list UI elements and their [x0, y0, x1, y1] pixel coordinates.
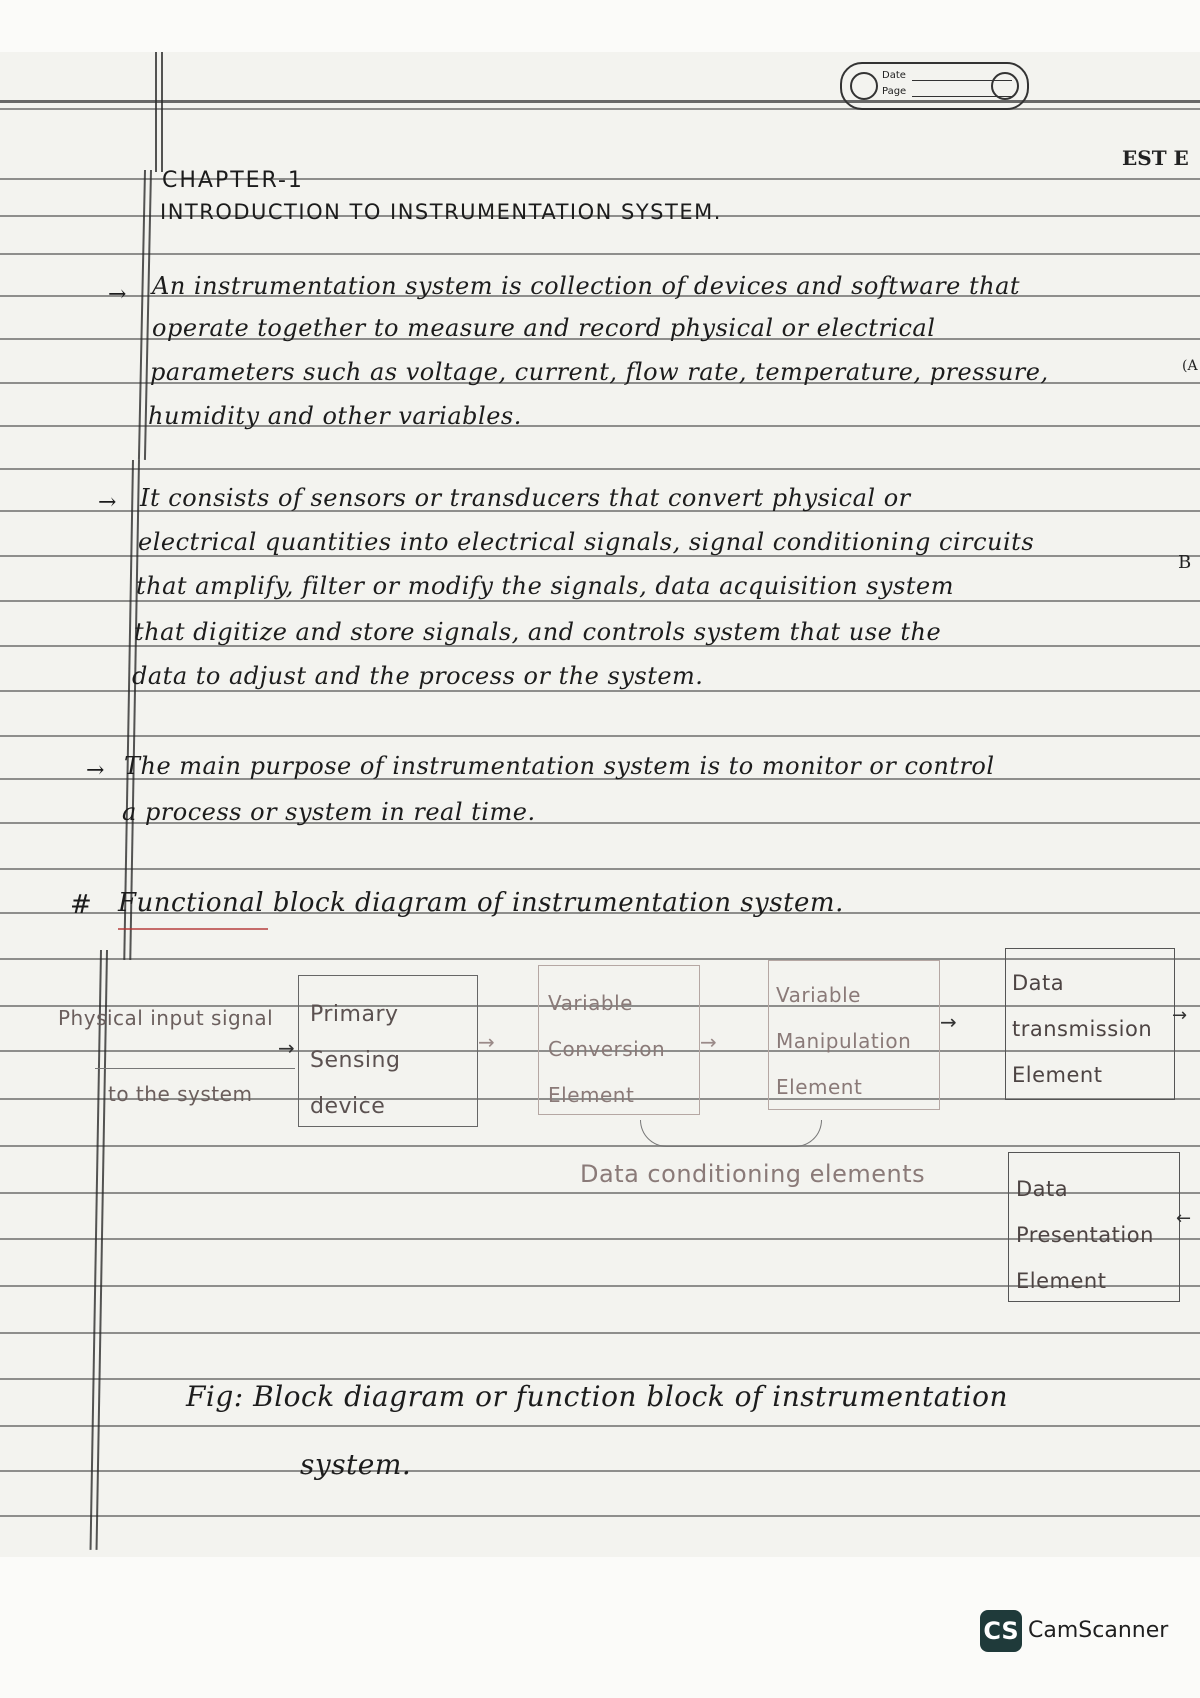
margin-line — [155, 52, 157, 172]
camscanner-name: CamScanner — [1028, 1618, 1169, 1643]
chapter-title: INTRODUCTION TO INSTRUMENTATION SYSTEM. — [160, 200, 722, 224]
arrow-icon: → — [278, 1036, 295, 1060]
block-line: Element — [1016, 1269, 1107, 1293]
para1-line: parameters such as voltage, current, flow rate, temperature, pressure, — [150, 358, 1049, 386]
ruled-line — [0, 1515, 1200, 1517]
block-line: transmission — [1012, 1017, 1153, 1041]
block-line: Data — [1016, 1177, 1069, 1201]
block-line: Conversion — [548, 1037, 666, 1061]
bullet-arrow: → — [98, 490, 117, 515]
conditioning-label: Data conditioning elements — [580, 1160, 926, 1188]
conditioning-brace — [640, 1120, 822, 1147]
data-transmission-text — [1012, 960, 1152, 1098]
block-line: Data — [1012, 971, 1065, 995]
variable-manipulation-text — [776, 972, 911, 1110]
bullet-arrow: → — [108, 282, 127, 307]
block-line: Manipulation — [776, 1029, 912, 1053]
block-line: Sensing — [310, 1048, 401, 1073]
para2-line: that amplify, filter or modify the signals, data acquisition system — [136, 572, 954, 600]
margin-line — [161, 52, 163, 172]
bullet-arrow: → — [86, 758, 105, 783]
ruled-line — [0, 735, 1200, 737]
ruled-line — [0, 600, 1200, 602]
block-line: Variable — [548, 991, 633, 1015]
date-page-stamp — [840, 62, 1029, 110]
arrow-icon: → — [1172, 1005, 1188, 1026]
ruled-line — [0, 1145, 1200, 1147]
ruled-line — [0, 868, 1200, 870]
figure-caption: Fig: Block diagram or function block of instrumentation — [186, 1380, 1008, 1413]
arrow-icon: → — [700, 1030, 717, 1054]
stamp-date-label: Date — [882, 70, 906, 81]
stamp-page-label: Page — [882, 86, 907, 97]
camscanner-logo: CS — [980, 1610, 1022, 1652]
block-line: Variable — [776, 983, 861, 1007]
stamp-ring-left — [850, 72, 878, 100]
input-label: to the system — [108, 1082, 253, 1106]
para1-line: An instrumentation system is collection of devices and software that — [152, 272, 1021, 300]
ruled-line — [0, 690, 1200, 692]
block-line: Primary — [310, 1002, 399, 1027]
arrow-icon: ← — [1176, 1208, 1192, 1229]
ruled-line — [0, 108, 1200, 110]
ruled-line — [0, 1332, 1200, 1334]
section-underline — [118, 928, 268, 930]
arrow-icon: → — [478, 1030, 495, 1054]
para1-line: humidity and other variables. — [148, 402, 522, 430]
edge-text-mid: (A — [1182, 358, 1198, 374]
ruled-line — [0, 1425, 1200, 1427]
block-line: Element — [548, 1083, 635, 1107]
para2-line: electrical quantities into electrical signals, signal conditioning circuits — [138, 528, 1035, 556]
primary-sensing-text — [310, 992, 400, 1130]
figure-caption: system. — [300, 1448, 412, 1481]
ruled-line — [0, 468, 1200, 470]
para3-line: The main purpose of instrumentation system is to monitor or control — [124, 752, 995, 780]
block-line: Presentation — [1016, 1223, 1154, 1247]
chapter-label: CHAPTER-1 — [162, 168, 304, 193]
stamp-date-line — [912, 80, 1012, 81]
edge-text-top: EST E — [1122, 146, 1189, 170]
block-line: Element — [1012, 1063, 1103, 1087]
block-line: device — [310, 1094, 386, 1119]
para1-line: operate together to measure and record physical or electrical — [152, 314, 936, 342]
variable-conversion-text — [548, 980, 665, 1118]
section-marker: # — [70, 890, 93, 920]
para2-line: data to adjust and the process or the system. — [132, 662, 704, 690]
ruled-line — [0, 253, 1200, 255]
para2-line: It consists of sensors or transducers that convert physical or — [140, 484, 911, 512]
para3-line: a process or system in real time. — [122, 798, 536, 826]
ruled-line — [0, 1470, 1200, 1472]
input-line — [95, 1068, 295, 1069]
para2-line: that digitize and store signals, and controls system that use the — [134, 618, 942, 646]
arrow-icon: → — [940, 1010, 957, 1034]
edge-text-b: B — [1178, 552, 1192, 573]
section-title: Functional block diagram of instrumentation system. — [118, 888, 844, 918]
input-label: Physical input signal — [58, 1006, 274, 1030]
block-line: Element — [776, 1075, 863, 1099]
data-presentation-text — [1016, 1166, 1154, 1304]
stamp-page-line — [912, 96, 1012, 97]
